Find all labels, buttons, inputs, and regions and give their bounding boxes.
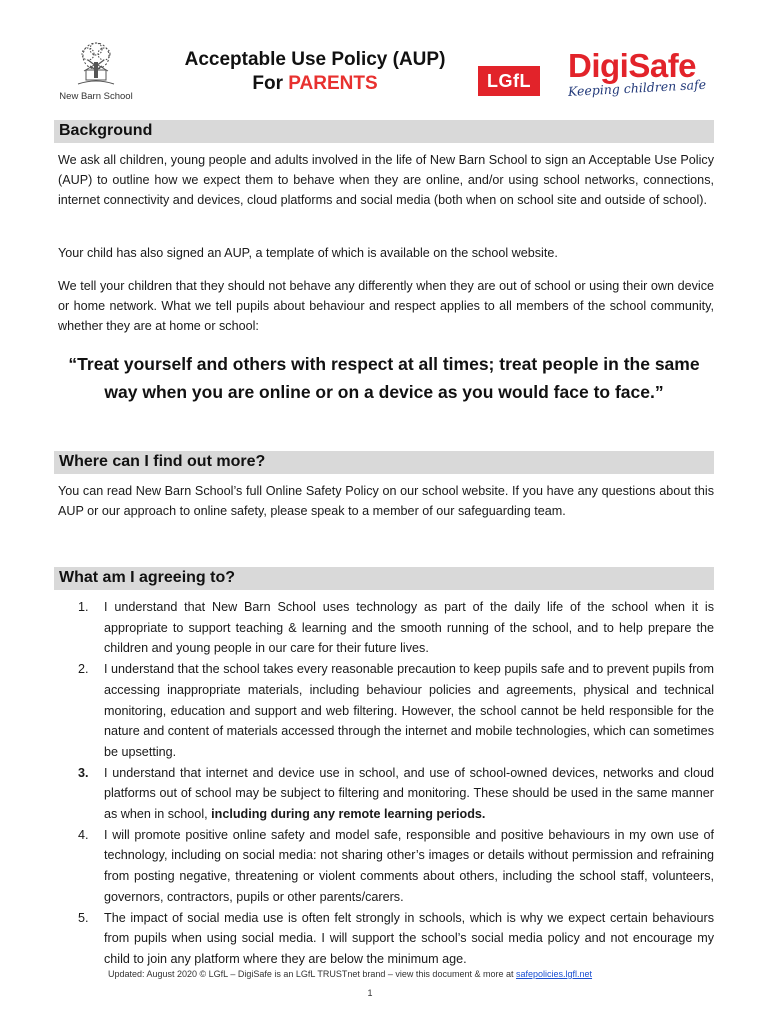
item-number: 5. bbox=[78, 910, 89, 925]
list-item bbox=[58, 597, 714, 659]
digisafe-tagline: Keeping children safe bbox=[567, 76, 707, 99]
item-text: I understand that the school takes every reasonable precaution to keep pupils safe and to prevent pupils from accessing inappropriate materials, including behaviour policies and agreements, physical and technical monitoring, education and support and web filtering. However, the school cannot be held responsible for the nature and content of materials accessed through the internet and mobile technologies, which can sometimes be upsetting. bbox=[104, 662, 714, 759]
list-item bbox=[58, 763, 714, 825]
list-item bbox=[58, 659, 714, 763]
section-header-find-more bbox=[54, 451, 714, 474]
lgfl-logo: LGfL bbox=[478, 66, 540, 96]
section-heading: What am I agreeing to? bbox=[59, 569, 236, 586]
page-footer bbox=[0, 969, 700, 979]
item-text: The impact of social media use is often felt strongly in schools, which is why we expect certain behaviours from pupils when using social media. I will support the school’s social media policy and not encourage my child to join any platform where they are below the minimum age. bbox=[104, 910, 714, 966]
section-header-agreeing bbox=[54, 567, 714, 590]
item-number: 1. bbox=[78, 600, 89, 614]
item-number: 2. bbox=[78, 662, 89, 677]
item-text: I will promote positive online safety and model safe, responsible and positive behaviours in my own use of technology, including on social media: not sharing other’s images or details without permission and refraining from posting negative, threatening or violent comments about others, including the school staff, volunteers, governors, contractors, pupils or other parents/carers. bbox=[104, 827, 714, 904]
respect-quote: “Treat yourself and others with respect at all times; treat people in the same way when you are online or on a device as you would face to face.” bbox=[68, 354, 700, 402]
page-title bbox=[150, 48, 480, 96]
school-logo bbox=[54, 40, 138, 102]
item-number: 4. bbox=[78, 827, 89, 842]
title-accent: PARENTS bbox=[288, 73, 378, 94]
digisafe-logo bbox=[568, 46, 706, 99]
footer-link[interactable]: safepolicies.lgfl.net bbox=[516, 969, 593, 979]
digisafe-brand: DigiSafe bbox=[568, 47, 697, 84]
section-heading: Where can I find out more? bbox=[59, 453, 266, 470]
agreement-list bbox=[58, 597, 714, 970]
title-for: For bbox=[252, 73, 283, 94]
section-header-background bbox=[54, 120, 714, 143]
item-number: 3. bbox=[78, 765, 89, 780]
title-audience bbox=[150, 72, 480, 96]
background-paragraph-3: We tell your children that they should not behave any differently when they are out of school or using their own device or home network. What we tell pupils about behaviour and respect applies to all members of the school community, whether they are at home or school: bbox=[58, 279, 714, 334]
title-main: Acceptable Use Policy (AUP) bbox=[184, 49, 446, 70]
item-text: I understand that New Barn School uses technology as part of the daily life of the school when it is appropriate to support teaching & learning and the smooth running of the school, and to help prepare the children and young people in our care for their future lives. bbox=[104, 600, 714, 656]
page-number: 1 bbox=[367, 988, 373, 998]
list-item bbox=[58, 908, 714, 970]
tree-logo-icon bbox=[66, 40, 126, 90]
background-paragraph-2: Your child has also signed an AUP, a template of which is available on the school website. bbox=[58, 246, 558, 260]
section-heading: Background bbox=[59, 122, 153, 139]
item-text: I understand that internet and device use in school, and use of school-owned devices, networks and cloud platforms out of school may be subject to filtering and monitoring. These should be used in the same manner as when in school, bbox=[104, 765, 714, 822]
school-name: New Barn School bbox=[59, 91, 133, 102]
find-more-paragraph: You can read New Barn School’s full Online Safety Policy on our school website. If you have any questions about this AUP or our approach to online safety, please speak to a member of our safeguarding team. bbox=[58, 484, 714, 519]
footer-text: Updated: August 2020 © LGfL – DigiSafe is an LGfL TRUSTnet brand – view this document & more at bbox=[107, 969, 514, 979]
item-bold-text: including during any remote learning periods. bbox=[211, 807, 486, 822]
list-item bbox=[58, 825, 714, 908]
background-paragraph-1: We ask all children, young people and adults involved in the life of New Barn School to sign an Acceptable Use Policy (AUP) to outline how we expect them to behave when they are online, and/or using school networks, connections, internet connectivity and devices, cloud platforms and social media (both when on school site and outside of school). bbox=[58, 153, 714, 208]
